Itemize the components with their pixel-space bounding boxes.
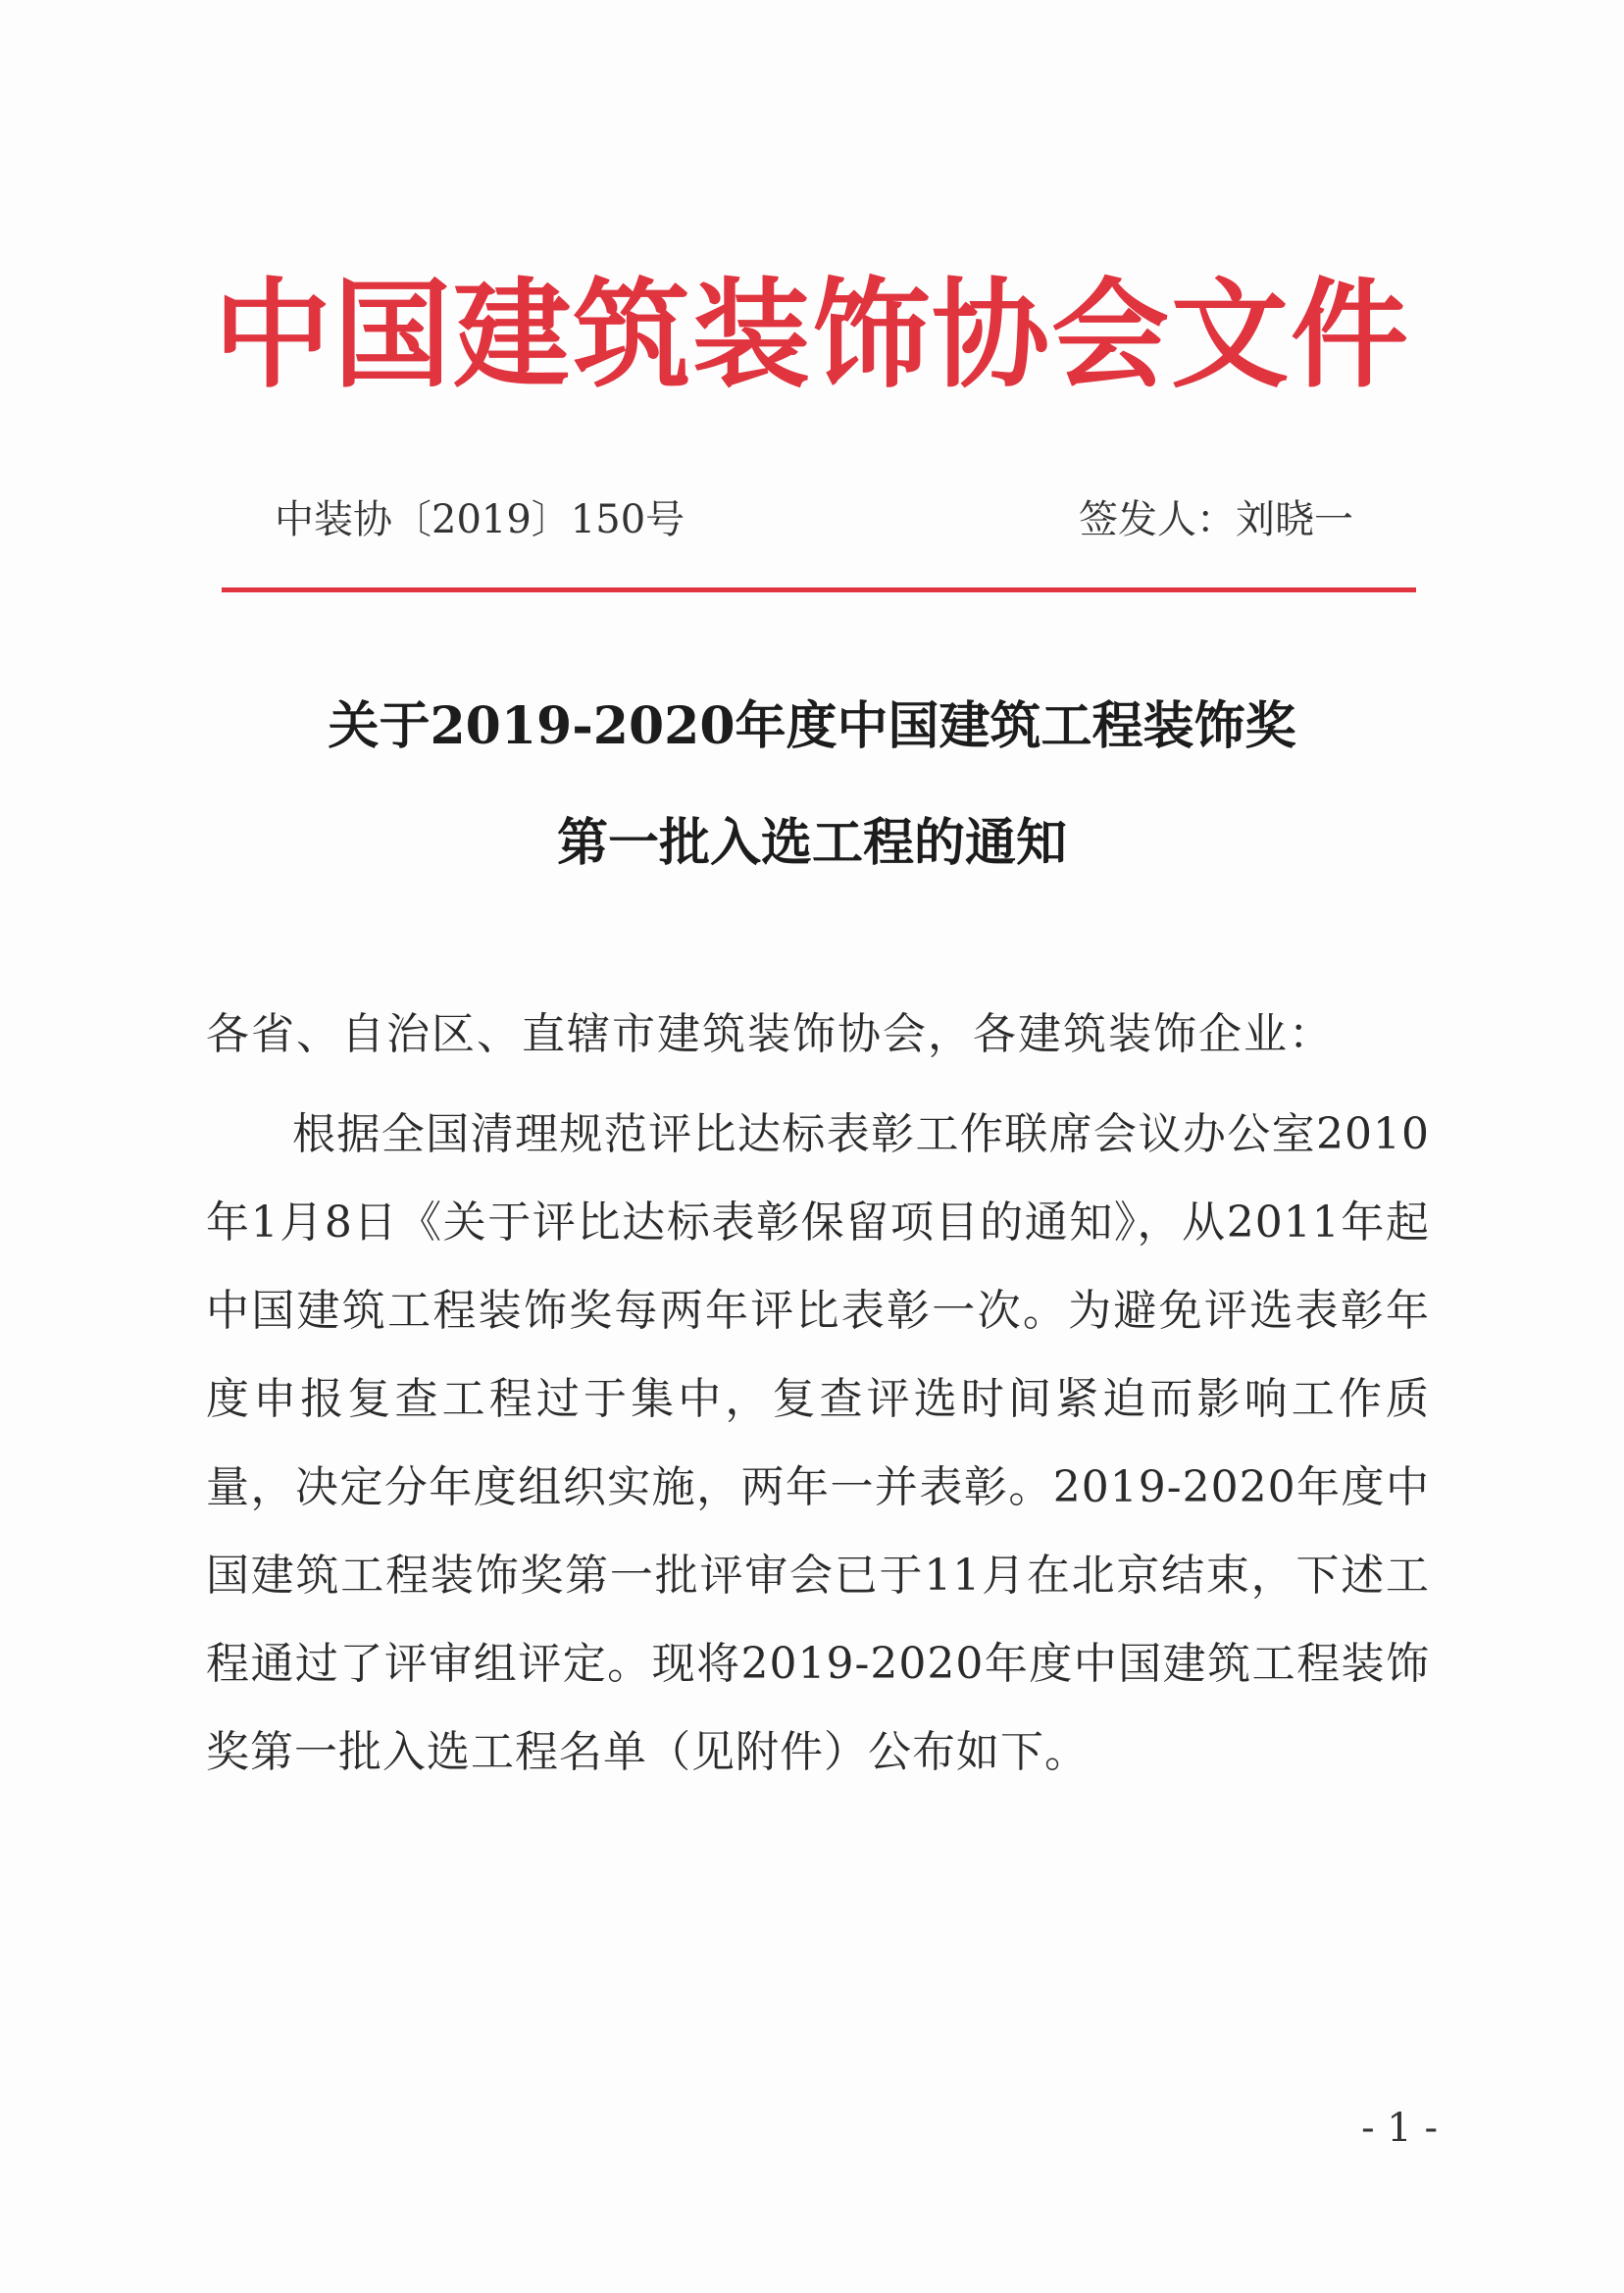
page-number: - 1 -	[1361, 2106, 1438, 2151]
document-title-line-1: 关于2019-2020年度中国建筑工程装饰奖	[328, 696, 1296, 756]
issuer-header: 中国建筑装饰协会文件	[214, 268, 1410, 404]
signer: 签发人：刘晓一	[1079, 497, 1353, 542]
document-title-line-2: 第一批入选工程的通知	[556, 813, 1067, 873]
red-divider	[222, 587, 1416, 592]
body-paragraph: 根据全国清理规范评比达标表彰工作联席会议办公室2010年1月8日《关于评比达标表彰保留项目的通知》，从2011年起中国建筑工程装饰奖每两年评比表彰一次。为避免评选表彰年度申报复查工程过于集中，复查评选时间紧迫而影响工作质量，决定分年度组织实施，两年一并表彰。2019-2020年度中国建筑工程装饰奖第一批评审会已于11月在北京结束，下述工程通过了评审组评定。现将2019-2020年度中国建筑工程装饰奖第一批入选工程名单（见附件）公布如下。	[206, 1109, 1430, 1777]
document-number: 中装协〔2019〕150号	[275, 497, 685, 542]
salutation: 各省、自治区、直辖市建筑装饰协会，各建筑装饰企业：	[206, 1009, 1334, 1059]
